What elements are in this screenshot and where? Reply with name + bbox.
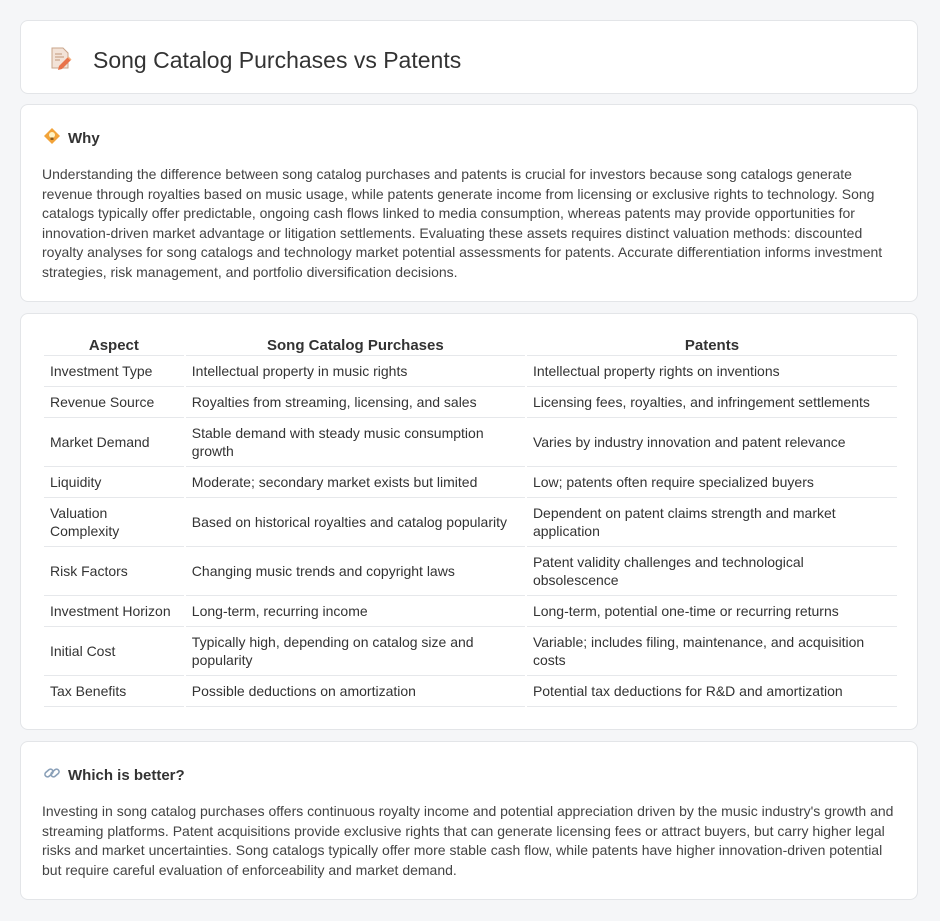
table-cell: Intellectual property rights on inventions <box>527 356 897 387</box>
table-cell: Initial Cost <box>44 627 184 676</box>
table-cell: Changing music trends and copyright laws <box>186 547 525 596</box>
table-cell: Potential tax deductions for R&D and amortization <box>527 676 897 707</box>
table-cell: Valuation Complexity <box>44 498 184 547</box>
why-section <box>20 104 918 302</box>
which-is-better-title: Which is better? <box>68 767 185 784</box>
column-header: Song Catalog Purchases <box>186 335 525 356</box>
comparison-table-card <box>20 313 918 730</box>
table-cell: Moderate; secondary market exists but limited <box>186 467 525 498</box>
which-is-better-body: Investing in song catalog purchases offers continuous royalty income and potential appreciation driven by the music industry's growth and streaming platforms. Patent acquisitions provide exclusive rights that can generate licensing fees or attract buyers, but carry higher legal risks and market uncertainties. Song catalogs typically offer more stable cash flow, while patents have higher innovation-driven potential but require careful evaluation of enforceability and market demand. <box>42 803 894 878</box>
why-title: Why <box>68 130 100 147</box>
comparison-table <box>42 335 899 707</box>
column-header: Aspect <box>44 335 184 356</box>
table-cell: Variable; includes filing, maintenance, and acquisition costs <box>527 627 897 676</box>
table-cell: Tax Benefits <box>44 676 184 707</box>
table-cell: Long-term, recurring income <box>186 596 525 627</box>
table-row <box>44 387 897 418</box>
page-title: Song Catalog Purchases vs Patents <box>93 47 462 73</box>
table-cell: Long-term, potential one-time or recurring returns <box>527 596 897 627</box>
table-header-row <box>44 335 897 356</box>
table-cell: Royalties from streaming, licensing, and sales <box>186 387 525 418</box>
column-header: Patents <box>527 335 897 356</box>
table-row <box>44 467 897 498</box>
table-row <box>44 627 897 676</box>
table-cell: Patent validity challenges and technological obsolescence <box>527 547 897 596</box>
table-cell: Investment Horizon <box>44 596 184 627</box>
table-cell: Revenue Source <box>44 387 184 418</box>
which-is-better-section <box>20 741 918 900</box>
table-cell: Possible deductions on amortization <box>186 676 525 707</box>
table-cell: Licensing fees, royalties, and infringement settlements <box>527 387 897 418</box>
why-body: Understanding the difference between song catalog purchases and patents is crucial for investors because song catalogs generate revenue through royalties based on music usage, while patents generate income from licensing or exclusive rights to technology. Song catalogs typically offer predictable, ongoing cash flows linked to media consumption, whereas patents may provide opportunities for innovation-driven market advantage or litigation settlements. Evaluating these assets requires distinct valuation methods: discounted royalty analyses for song catalogs and technology market potential assessments for patents. Accurate differentiation informs investment strategies, risk management, and portfolio diversification decisions. <box>42 166 883 280</box>
table-cell: Intellectual property in music rights <box>186 356 525 387</box>
table-cell: Varies by industry innovation and patent relevance <box>527 418 897 467</box>
link-icon <box>43 764 68 787</box>
table-row <box>44 356 897 387</box>
table-cell: Stable demand with steady music consumption growth <box>186 418 525 467</box>
table-cell: Low; patents often require specialized buyers <box>527 467 897 498</box>
table-row <box>44 547 897 596</box>
table-cell: Liquidity <box>44 467 184 498</box>
table-row <box>44 498 897 547</box>
table-cell: Dependent on patent claims strength and market application <box>527 498 897 547</box>
table-row <box>44 418 897 467</box>
table-cell: Investment Type <box>44 356 184 387</box>
table-row <box>44 596 897 627</box>
table-cell: Based on historical royalties and catalog popularity <box>186 498 525 547</box>
table-cell: Typically high, depending on catalog size and popularity <box>186 627 525 676</box>
lightbulb-icon <box>43 127 68 150</box>
table-row <box>44 676 897 707</box>
document-pencil-icon <box>47 45 93 76</box>
title-card <box>20 20 918 94</box>
table-cell: Risk Factors <box>44 547 184 596</box>
table-cell: Market Demand <box>44 418 184 467</box>
